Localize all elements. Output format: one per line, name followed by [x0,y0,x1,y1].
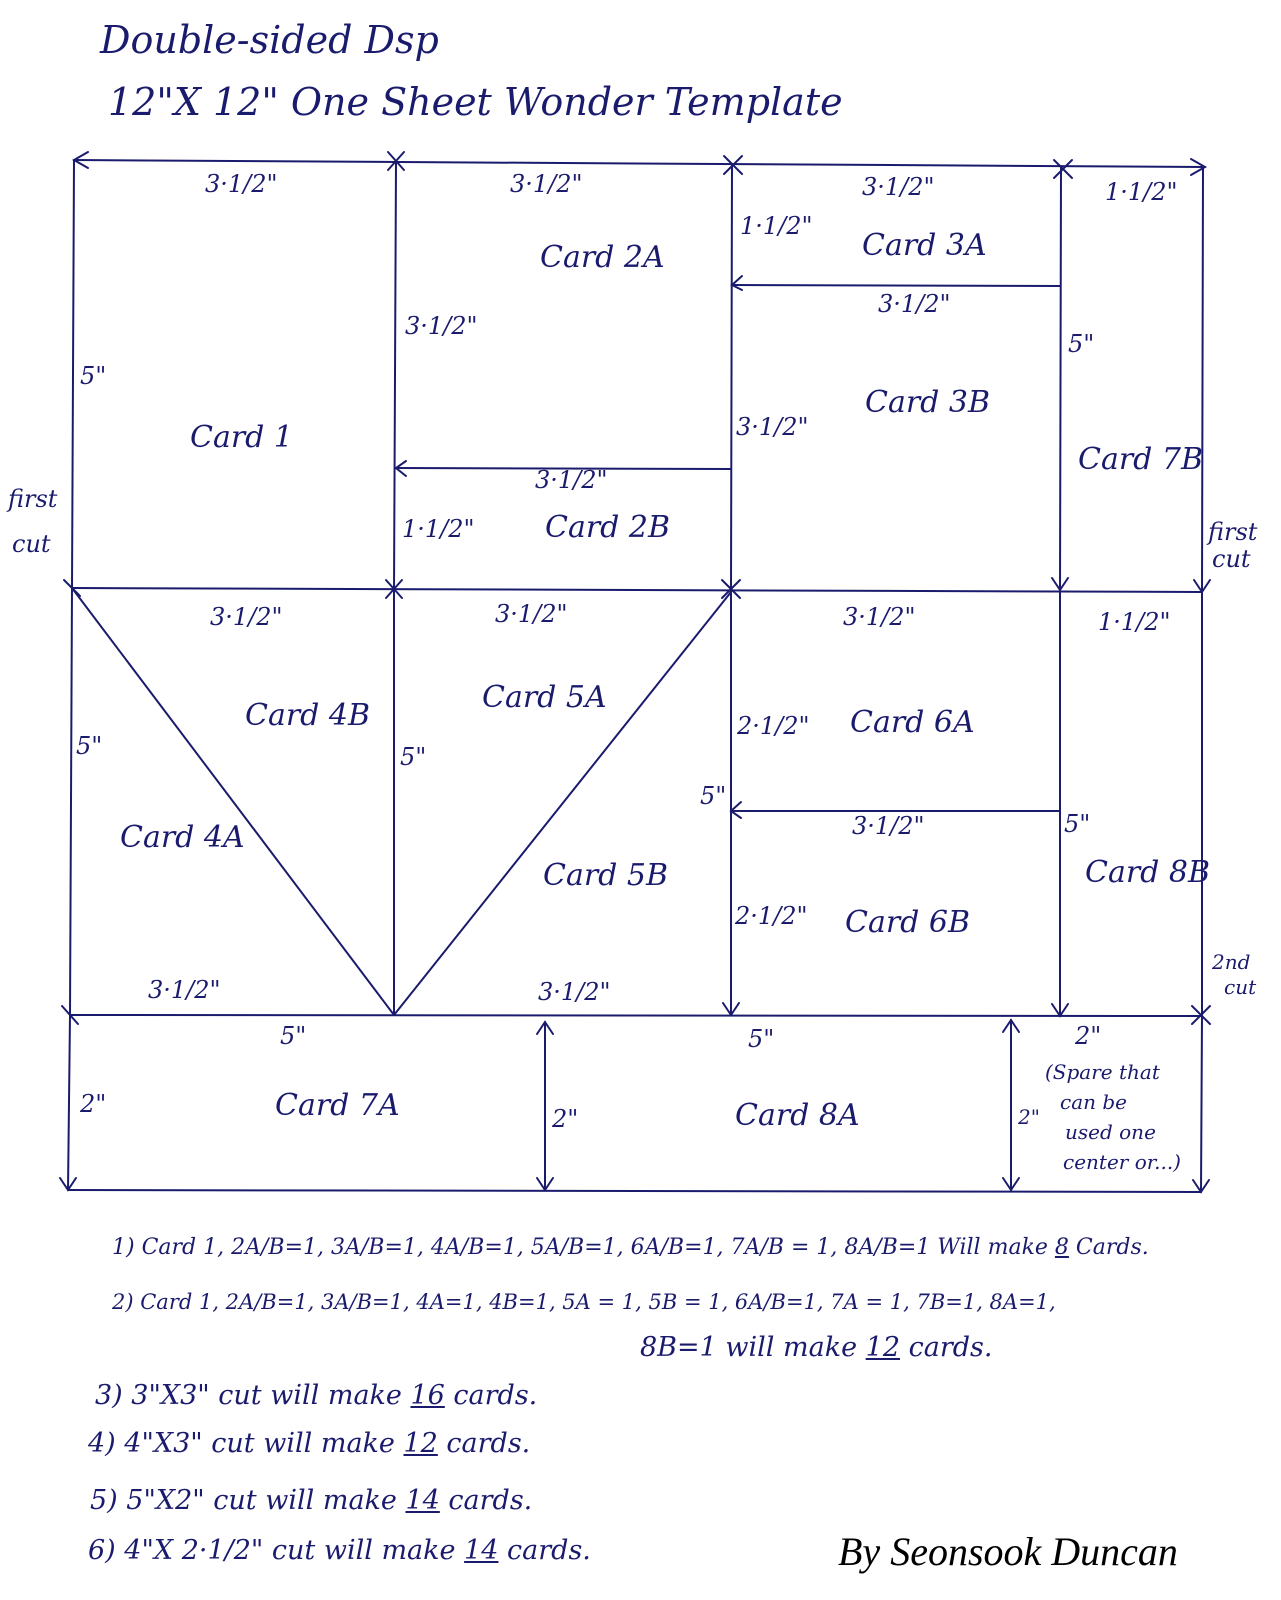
note-2b-text: 8B=1 will make [640,1332,858,1363]
left-edge-mid [70,588,72,1015]
card-4a-label: Card 4A [120,820,245,855]
note-2b-suffix: cards. [908,1332,993,1363]
note-5 [90,1485,532,1516]
card-8a-label: Card 8A [735,1098,860,1133]
dim-card7a-height: 2" [80,1090,107,1118]
dim-mid-c2: 3·1/2" [495,600,568,628]
dim-card7a-width: 5" [280,1022,307,1050]
note-1-suffix: Cards. [1075,1235,1149,1260]
note-4-suffix: cards. [446,1428,531,1459]
dim-bottom-c2: 3·1/2" [538,978,611,1006]
note-5-text: 5) 5"X2" cut will make [90,1485,397,1516]
dim-mid-c4: 1·1/2" [1098,608,1171,636]
note-1 [112,1235,1149,1260]
first-cut-left-label-1: first [8,485,58,513]
note-3-suffix: cards. [453,1380,538,1411]
second-cut-line [70,1015,1202,1016]
card-6b-label: Card 6B [845,905,971,940]
dim-card2b-height: 1·1/2" [402,515,475,543]
right-edge-bottom [1201,1016,1202,1192]
note-5-count: 14 [405,1485,440,1516]
note-1-text: 1) Card 1, 2A/B=1, 3A/B=1, 4A/B=1, 5A/B=1, 6A/B=1, 7A/B = 1, 8A/B=1 Will make [112,1235,1048,1260]
dim-card8a-height: 2" [552,1105,579,1133]
note-5-suffix: cards. [448,1485,533,1516]
dim-card3b-width: 3·1/2" [878,290,951,318]
v-line-1-top [394,162,396,590]
card-2a-label: Card 2A [540,240,665,275]
dim-card8b-height: 5" [1064,810,1091,838]
right-edge-top [1202,168,1203,592]
second-cut-label-1: 2nd [1212,950,1251,974]
card-6a-label: Card 6A [850,705,975,740]
note-1-count: 8 [1054,1235,1069,1260]
first-cut-line [72,588,1202,592]
note-6-text: 6) 4"X 2·1/2" cut will make [88,1535,456,1566]
note-6-count: 14 [464,1535,499,1566]
dim-spare-width: 2" [1075,1022,1102,1050]
first-cut-left-label-2: cut [12,530,51,558]
first-cut-right-label-1: first [1208,518,1258,546]
spare-note-line-3: used one [1065,1120,1156,1144]
dim-card7b-height: 5" [1068,330,1095,358]
second-cut-label-2: cut [1224,975,1257,999]
left-edge-bottom [68,1015,70,1190]
dim-top-c1: 3·1/2" [205,170,278,198]
note-4-count: 12 [403,1428,438,1459]
dim-top-c3: 3·1/2" [862,173,935,201]
card-1-label: Card 1 [190,420,294,455]
dim-card6b-width: 3·1/2" [852,812,925,840]
note-3-text: 3) 3"X3" cut will make [95,1380,402,1411]
card3a-3b-divider [732,285,1060,286]
title-line-1: Double-sided Dsp [100,18,439,62]
note-6 [88,1535,591,1566]
card-8b-label: Card 8B [1085,855,1211,890]
note-2b [640,1332,992,1363]
card-4b-label: Card 4B [245,698,371,733]
dim-card3a-height: 1·1/2" [740,212,813,240]
dim-card6b-height: 2·1/2" [735,902,808,930]
dim-bottom-c1: 3·1/2" [148,976,221,1004]
dim-card8a-width: 5" [748,1025,775,1053]
diagonal-card5 [394,592,731,1015]
left-edge-top [72,160,74,588]
v-line-2-top [731,165,732,590]
dim-card4-height: 5" [76,732,103,760]
bottom-edge-line [68,1190,1201,1192]
dim-card3b-height: 3·1/2" [736,413,809,441]
card-5b-label: Card 5B [543,858,669,893]
card-5a-label: Card 5A [482,680,607,715]
card-7b-label: Card 7B [1078,442,1204,477]
note-3-count: 16 [410,1380,445,1411]
dim-mid-c1: 3·1/2" [210,603,283,631]
author-signature: By Seonsook Duncan [838,1529,1178,1574]
top-edge-line [74,160,1205,167]
spare-note-line-2: can be [1060,1090,1128,1114]
dim-card6a-height: 2·1/2" [737,712,810,740]
note-3 [95,1380,537,1411]
diagonal-card4 [72,588,394,1015]
dim-card2b-width: 3·1/2" [535,466,608,494]
spare-note-line-1: (Spare that [1045,1060,1160,1084]
dim-card2a-height: 3·1/2" [405,312,478,340]
note-6-suffix: cards. [507,1535,591,1566]
note-2a: 2) Card 1, 2A/B=1, 3A/B=1, 4A=1, 4B=1, 5A = 1, 5B = 1, 6A/B=1, 7A = 1, 7B=1, 8A=1, [112,1290,1056,1314]
title-line-2: 12"X 12" One Sheet Wonder Template [108,80,843,124]
dim-card5-height: 5" [400,743,427,771]
card-2b-label: Card 2B [545,510,671,545]
card-3b-label: Card 3B [865,385,991,420]
card3a-arrowhead [732,276,742,290]
first-cut-right-label-2: cut [1212,545,1251,573]
note-4 [88,1428,530,1459]
dim-card1-height: 5" [80,362,107,390]
card-3a-label: Card 3A [862,228,987,263]
dim-mid-c3: 3·1/2" [843,603,916,631]
dim-top-c2: 3·1/2" [510,170,583,198]
spare-note-line-4: center or...) [1063,1150,1181,1174]
dim-spare-height: 2" [1018,1105,1040,1129]
dim-top-c4: 1·1/2" [1105,178,1178,206]
dim-card6-height: 5" [700,782,727,810]
note-2b-count: 12 [865,1332,900,1363]
note-4-text: 4) 4"X3" cut will make [88,1428,395,1459]
card-7a-label: Card 7A [275,1088,400,1123]
v-line-3-top [1060,168,1061,590]
